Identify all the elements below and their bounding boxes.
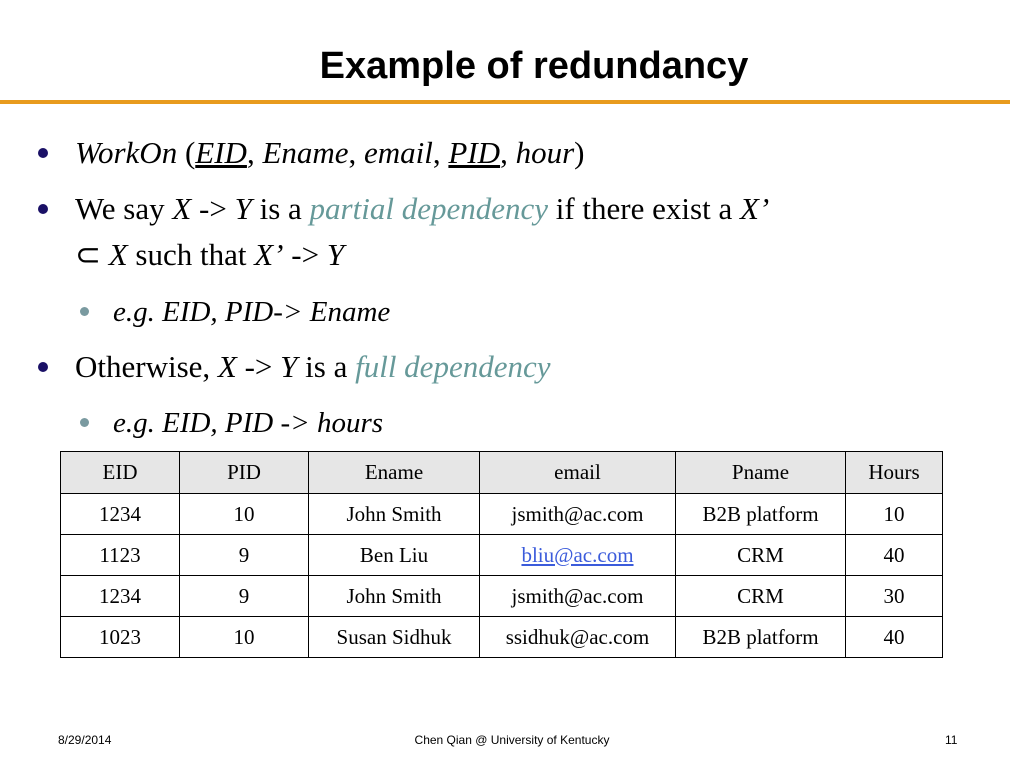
- cell-eid: 1234: [61, 576, 180, 617]
- var-x: X: [217, 349, 237, 384]
- sep: ,: [432, 135, 449, 170]
- bullet-full: [75, 349, 550, 385]
- workon-table: [60, 451, 943, 658]
- var-y: Y: [280, 349, 298, 384]
- example-full: e.g. EID, PID -> hours: [113, 407, 384, 439]
- example-partial: e.g. EID, PID-> Ename: [113, 296, 391, 328]
- table-row: [61, 617, 943, 658]
- bullet-workon: [75, 135, 584, 171]
- header-hours: Hours: [846, 452, 943, 494]
- text: if there exist a: [548, 191, 740, 226]
- sub-bullet-dot: [80, 418, 89, 427]
- cell-hours: 40: [846, 535, 943, 576]
- attr-ename: Ename: [262, 135, 349, 170]
- paren-open: (: [177, 135, 196, 170]
- cell-eid: 1023: [61, 617, 180, 658]
- arrow: ->: [283, 237, 327, 272]
- table-row: [61, 535, 943, 576]
- cell-pname: B2B platform: [676, 494, 846, 535]
- slide-title: Example of redundancy: [319, 45, 749, 87]
- cell-ename: Susan Sidhuk: [309, 617, 480, 658]
- cell-pid: 9: [180, 576, 309, 617]
- cell-eid: 1123: [61, 535, 180, 576]
- cell-pid: 9: [180, 535, 309, 576]
- arrow: ->: [236, 349, 281, 384]
- var-xprime: X’: [254, 237, 284, 272]
- cell-ename: John Smith: [309, 576, 480, 617]
- text: is a: [251, 191, 310, 226]
- sep: ,: [348, 135, 365, 170]
- cell-ename: John Smith: [309, 494, 480, 535]
- attr-eid: EID: [195, 135, 247, 170]
- relation-name: WorkOn: [75, 135, 178, 170]
- cell-pid: 10: [180, 617, 309, 658]
- var-x: X: [108, 237, 128, 272]
- table-header-row: [61, 452, 943, 494]
- table-row: [61, 494, 943, 535]
- sep: ,: [246, 135, 263, 170]
- cell-hours: 30: [846, 576, 943, 617]
- footer-author: Chen Qian @ University of Kentucky: [414, 733, 610, 747]
- cell-hours: 40: [846, 617, 943, 658]
- cell-eid: 1234: [61, 494, 180, 535]
- table-row: [61, 576, 943, 617]
- paren-close: ): [574, 135, 585, 170]
- page-number: 11: [945, 733, 958, 747]
- term-partial-dependency: partial dependency: [309, 191, 548, 226]
- title-divider: [0, 100, 1010, 104]
- bullet-partial-line1: [75, 191, 769, 227]
- header-pname: Pname: [676, 452, 846, 494]
- sub-bullet-dot: [80, 307, 89, 316]
- bullet-partial-line2: [75, 237, 344, 273]
- attr-pid: PID: [448, 135, 501, 170]
- text: Otherwise,: [75, 349, 218, 384]
- cell-hours: 10: [846, 494, 943, 535]
- attr-email: email: [364, 135, 433, 170]
- cell-pname: B2B platform: [676, 617, 846, 658]
- header-eid: EID: [61, 452, 180, 494]
- cell-email: jsmith@ac.com: [480, 576, 676, 617]
- text: such that: [127, 237, 255, 272]
- bullet-dot: [38, 204, 48, 214]
- cell-ename: Ben Liu: [309, 535, 480, 576]
- bullet-dot: [38, 148, 48, 158]
- header-pid: PID: [180, 452, 309, 494]
- cell-pname: CRM: [676, 535, 846, 576]
- header-email: email: [480, 452, 676, 494]
- attr-hour: hour: [515, 135, 575, 170]
- text: We say: [75, 191, 173, 226]
- cell-email: ssidhuk@ac.com: [480, 617, 676, 658]
- arrow: ->: [191, 191, 235, 226]
- subset-symbol: ⊂: [75, 237, 109, 272]
- sep: ,: [500, 135, 516, 170]
- var-y: Y: [234, 191, 252, 226]
- header-ename: Ename: [309, 452, 480, 494]
- cell-email: jsmith@ac.com: [480, 494, 676, 535]
- bullet-dot: [38, 362, 48, 372]
- var-x: X: [172, 191, 192, 226]
- cell-pid: 10: [180, 494, 309, 535]
- var-y: Y: [326, 237, 345, 272]
- cell-pname: CRM: [676, 576, 846, 617]
- cell-email: [480, 535, 676, 576]
- footer-date: 8/29/2014: [58, 733, 112, 747]
- var-xprime: X’: [739, 191, 770, 226]
- text: is a: [297, 349, 356, 384]
- email-link[interactable]: bliu@ac.com: [521, 542, 634, 567]
- term-full-dependency: full dependency: [355, 349, 551, 384]
